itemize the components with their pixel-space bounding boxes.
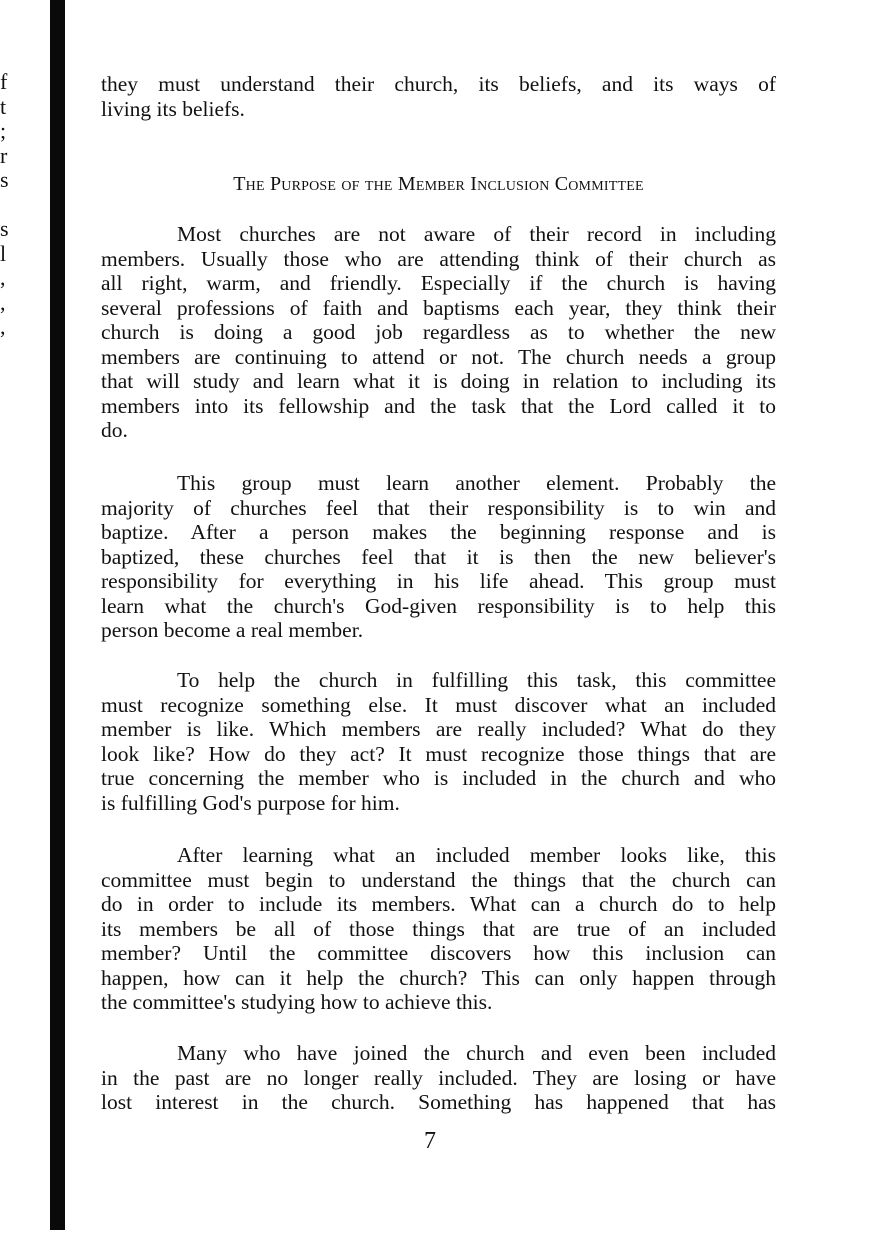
text-line: committee must begin to understand the things that the church can: [101, 867, 776, 892]
text-line: look like? How do they act? It must recognize those things that are: [101, 741, 776, 766]
margin-fragment: [0, 364, 14, 389]
text-line: that will study and learn what it is doing in relation to including its: [101, 369, 776, 393]
text-line: several professions of faith and baptisms each year, they think their: [101, 295, 776, 320]
margin-fragment: [0, 340, 14, 365]
text-line: responsibility for everything in his life ahead. This group must: [101, 569, 776, 593]
body-paragraph: [101, 471, 776, 643]
text-line: its members be all of those things that are true of an included: [101, 916, 776, 941]
text-line: Most churches are not aware of their record in including: [177, 222, 776, 246]
text-line: all right, warm, and friendly. Especially if the church is having: [101, 271, 776, 295]
margin-fragment: [0, 193, 14, 218]
text-line: church is doing a good job regardless as to whether the new: [101, 320, 776, 344]
text-line: in the past are no longer really included. They are losing or have: [101, 1065, 776, 1090]
text-line: do in order to include its members. What can a church do to help: [101, 892, 776, 916]
text-line: member is like. Which members are really included? What do they: [101, 717, 776, 741]
body-paragraph: [101, 222, 776, 443]
text-line: baptize. After a person makes the beginning response and is: [101, 520, 776, 544]
text-line: This group must learn another element. Probably the: [177, 471, 776, 495]
margin-fragment: [0, 389, 14, 414]
margin-fragment: ,: [0, 289, 6, 315]
text-line: majority of churches feel that their responsibility is to win and: [101, 495, 776, 520]
text-line: happen, how can it help the church? This can only happen through: [101, 965, 776, 990]
scan-binding-edge: [50, 0, 65, 1230]
body-paragraph: [101, 1041, 776, 1115]
text-line: members are continuing to attend or not. The church needs a group: [101, 344, 776, 369]
text-line: member? Until the committee discovers how this inclusion can: [101, 941, 776, 965]
body-paragraph: [101, 668, 776, 815]
text-line: they must understand their church, its beliefs, and its ways of: [101, 72, 776, 96]
text-line: To help the church in fulfilling this task, this committee: [177, 668, 776, 692]
text-line: person become a real member.: [101, 618, 364, 642]
text-line: must recognize something else. It must discover what an included: [101, 692, 776, 717]
previous-page-margin-fragments: [0, 70, 14, 413]
text-line: members into its fellowship and the task that the Lord called it to: [101, 393, 776, 418]
section-heading: The Purpose of the Member Inclusion Committee: [233, 173, 644, 195]
text-line: do.: [101, 418, 128, 442]
margin-fragment: ,: [0, 265, 6, 290]
margin-fragment: s: [0, 167, 9, 192]
margin-fragment: s: [0, 216, 9, 241]
margin-fragment: ;: [0, 118, 7, 143]
text-line: After learning what an included member looks like, this: [177, 843, 776, 867]
intro-paragraph: [101, 72, 776, 121]
text-line: members. Usually those who are attending think of their church as: [101, 246, 776, 271]
text-line: baptized, these churches feel that it is then the new believer's: [101, 544, 776, 569]
text-line: Many who have joined the church and even been included: [177, 1041, 776, 1065]
text-line: learn what the church's God-given responsibility is to help this: [101, 593, 776, 618]
text-line: lost interest in the church. Something has happened that has: [101, 1090, 776, 1114]
margin-fragment: r: [0, 142, 8, 168]
text-line: is fulfilling God's purpose for him.: [101, 790, 400, 815]
margin-fragment: ,: [0, 314, 6, 339]
text-line: the committee's studying how to achieve this.: [101, 990, 493, 1014]
text-line: true concerning the member who is included in the church and who: [101, 766, 776, 790]
margin-fragment: t: [0, 93, 7, 119]
body-paragraph: [101, 843, 776, 1015]
text-line: living its beliefs.: [101, 96, 245, 121]
margin-fragment: l: [0, 240, 7, 266]
page-number: 7: [424, 1128, 436, 1154]
margin-fragment: f: [0, 69, 8, 94]
